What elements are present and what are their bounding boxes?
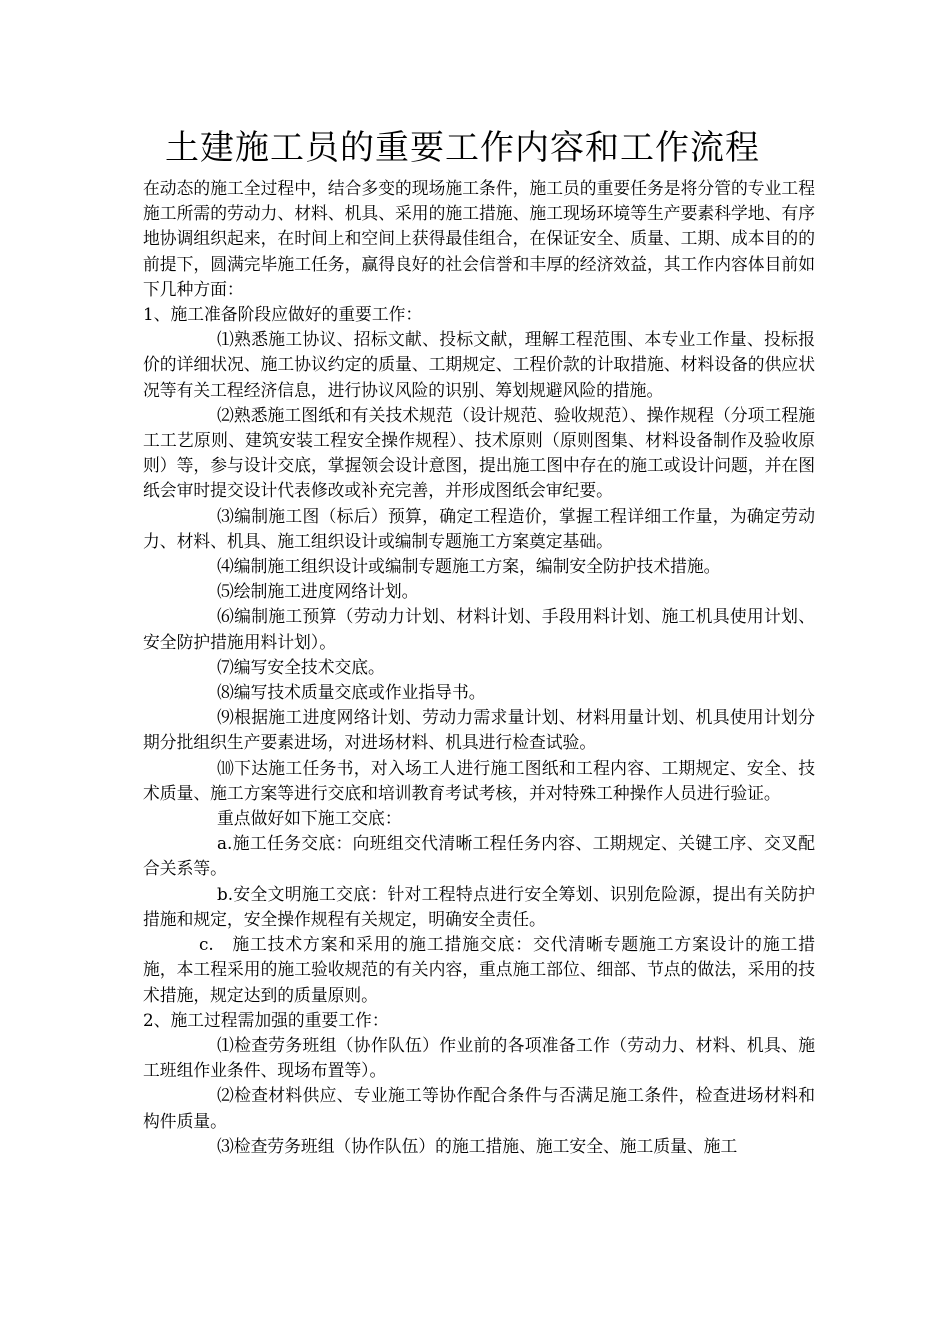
section-2-heading: 2、施工过程需加强的重要工作： xyxy=(143,1009,389,1030)
section-1-item-3: ⑶编制施工图（标后）预算，确定工程造价，掌握工程详细工作量，为确定劳动力、材料、机具、施工组织设计或编制专题施工方案奠定基础。 xyxy=(143,505,815,551)
section-1-heading: 1、施工准备阶段应做好的重要工作： xyxy=(143,304,423,325)
section-1-item-8: ⑻编写技术质量交底或作业指导书。 xyxy=(217,682,486,703)
section-1-item-2: ⑵熟悉施工图纸和有关技术规范（设计规范、验收规范）、操作规程（分项工程施工工艺原则、建筑安装工程安全操作规程）、技术原则（原则图集、材料设备制作及验收原则）等，参与设计交底，掌握领会设计意图，提出施工图中存在的施工或设计问题，并在图纸会审时提交设计代表修改或补充完善，并形成图纸会审纪要。 xyxy=(143,404,815,501)
section-2-item-1: ⑴检查劳务班组（协作队伍）作业前的各项准备工作（劳动力、材料、机具、施工班组作业条件、现场布置等）。 xyxy=(143,1034,815,1081)
section-1-item-9: ⑼根据施工进度网络计划、劳动力需求量计划、材料用量计划、机具使用计划分期分批组织生产要素进场，对进场材料、机具进行检查试验。 xyxy=(143,707,815,753)
document-body xyxy=(143,176,815,1159)
section-2-item-3: ⑶检查劳务班组（协作队伍）的施工措施、施工安全、施工质量、施工 xyxy=(217,1135,738,1156)
section-1-item-7: ⑺编写安全技术交底。 xyxy=(217,656,385,677)
focus-heading: 重点做好如下施工交底： xyxy=(217,808,402,829)
document-title: 土建施工员的重要工作内容和工作流程 xyxy=(165,128,760,168)
sub-item-b: b.安全文明施工交底：针对工程特点进行安全筹划、识别危险源，提出有关防护措施和规定，安全操作规程有关规定，明确安全责任。 xyxy=(143,883,815,929)
section-1-item-6: ⑹编制施工预算（劳动力计划、材料计划、手段用料计划、施工机具使用计划、安全防护措施用料计划）。 xyxy=(143,606,815,652)
section-1-item-1: ⑴熟悉施工协议、招标文献、投标文献，理解工程范围、本专业工作量、投标报价的详细状况、施工协议约定的质量、工期规定、工程价款的计取措施、材料设备的供应状况等有关工程经济信息，进行协议风险的识别、筹划规避风险的措施。 xyxy=(143,329,815,400)
sub-item-c: c. 施工技术方案和采用的施工措施交底：交代清晰专题施工方案设计的施工措施，本工程采用的施工验收规范的有关内容，重点施工部位、细部、节点的做法，采用的技术措施，规定达到的质量原则。 xyxy=(143,934,815,1005)
intro-paragraph: 在动态的施工全过程中，结合多变的现场施工条件，施工员的重要任务是将分管的专业工程施工所需的劳动力、材料、机具、采用的施工措施、施工现场环境等生产要素科学地、有序地协调组织起来，在时间上和空间上获得最佳组合，在保证安全、质量、工期、成本目的的前提下，圆满完毕施工任务，赢得良好的社会信誉和丰厚的经济效益，其工作内容体目前如下几种方面： xyxy=(143,178,815,299)
sub-item-a: a.施工任务交底：向班组交代清晰工程任务内容、工期规定、关键工序、交叉配合关系等。 xyxy=(143,833,815,879)
section-1-item-5: ⑸绘制施工进度网络计划。 xyxy=(217,581,419,602)
section-1-item-4: ⑷编制施工组织设计或编制专题施工方案，编制安全防护技术措施。 xyxy=(217,556,721,577)
section-1-item-10: ⑽下达施工任务书，对入场工人进行施工图纸和工程内容、工期规定、安全、技术质量、施工方案等进行交底和培训教育考试考核，并对特殊工种操作人员进行验证。 xyxy=(143,757,815,803)
section-2-item-2: ⑵检查材料供应、专业施工等协作配合条件与否满足施工条件，检查进场材料和构件质量。 xyxy=(143,1085,815,1131)
